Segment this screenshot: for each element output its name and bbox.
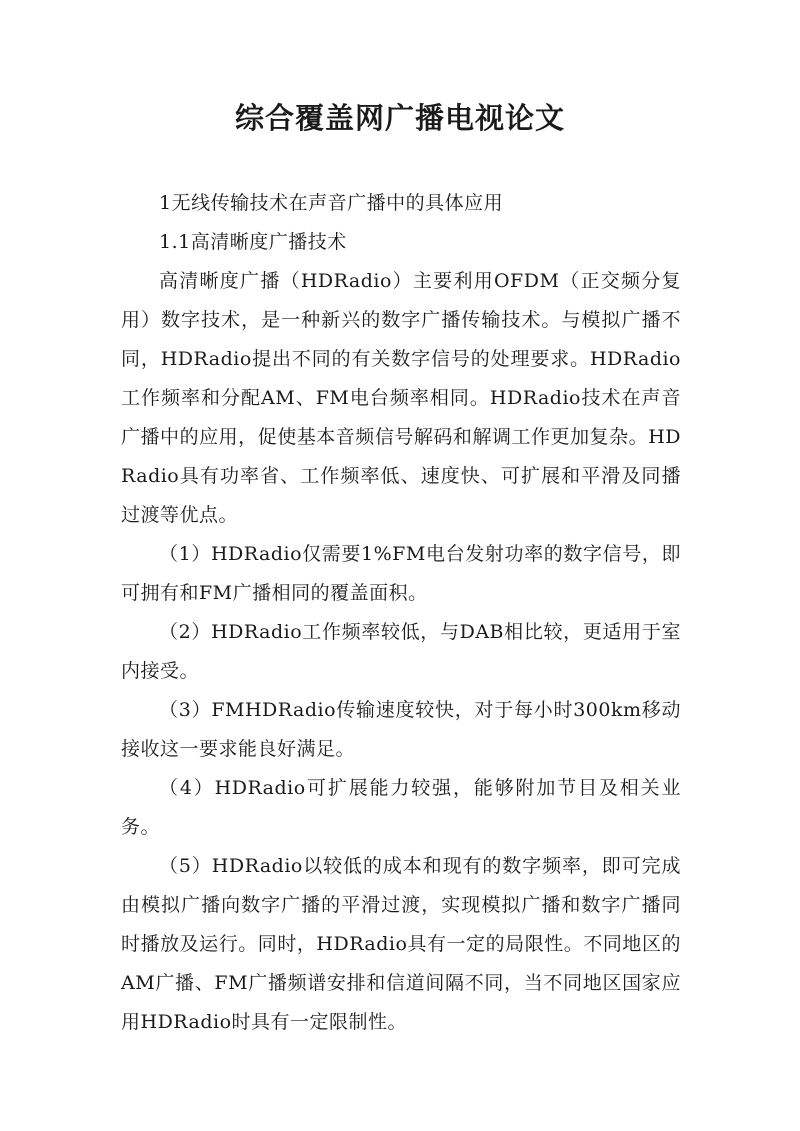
paragraph-item-4: （4）HDRadio可扩展能力较强，能够附加节目及相关业务。 <box>121 777 681 838</box>
paragraph-item-5: （5）HDRadio以较低的成本和现有的数字频率，即可完成由模拟广播向数字广播的平滑过渡，实现模拟广播和数字广播同时播放及运行。同时，HDRadio具有一定的局限性。不同地区的AM广播、FM广播频谱安排和信道间隔不同，当不同地区国家应用HDRadio时具有一定限制性。 <box>121 855 681 1033</box>
paragraph-item-2: （2）HDRadio工作频率较低，与DAB相比较，更适用于室内接受。 <box>121 621 681 682</box>
document-body <box>121 184 681 1042</box>
document-title: 综合覆盖网广播电视论文 <box>234 101 565 135</box>
subsection-heading: 1.1高清晰度广播技术 <box>159 231 347 253</box>
section-heading: 1无线传输技术在声音广播中的具体应用 <box>159 192 504 214</box>
paragraph-item-1: （1）HDRadio仅需要1%FM电台发射功率的数字信号，即可拥有和FM广播相同的覆盖面积。 <box>121 543 681 604</box>
paragraph-intro: 高清晰度广播（HDRadio）主要利用OFDM（正交频分复用）数字技术，是一种新兴的数字广播传输技术。与模拟广播不同，HDRadio提出不同的有关数字信号的处理要求。HDRadio工作频率和分配AM、FM电台频率相同。HDRadio技术在声音广播中的应用，促使基本音频信号解码和解调工作更加复杂。HDRadio具有功率省、工作频率低、速度快、可扩展和平滑及同播过渡等优点。 <box>121 270 681 526</box>
paragraph-item-3: （3）FMHDRadio传输速度较快，对于每小时300km移动接收这一要求能良好满足。 <box>121 699 681 760</box>
